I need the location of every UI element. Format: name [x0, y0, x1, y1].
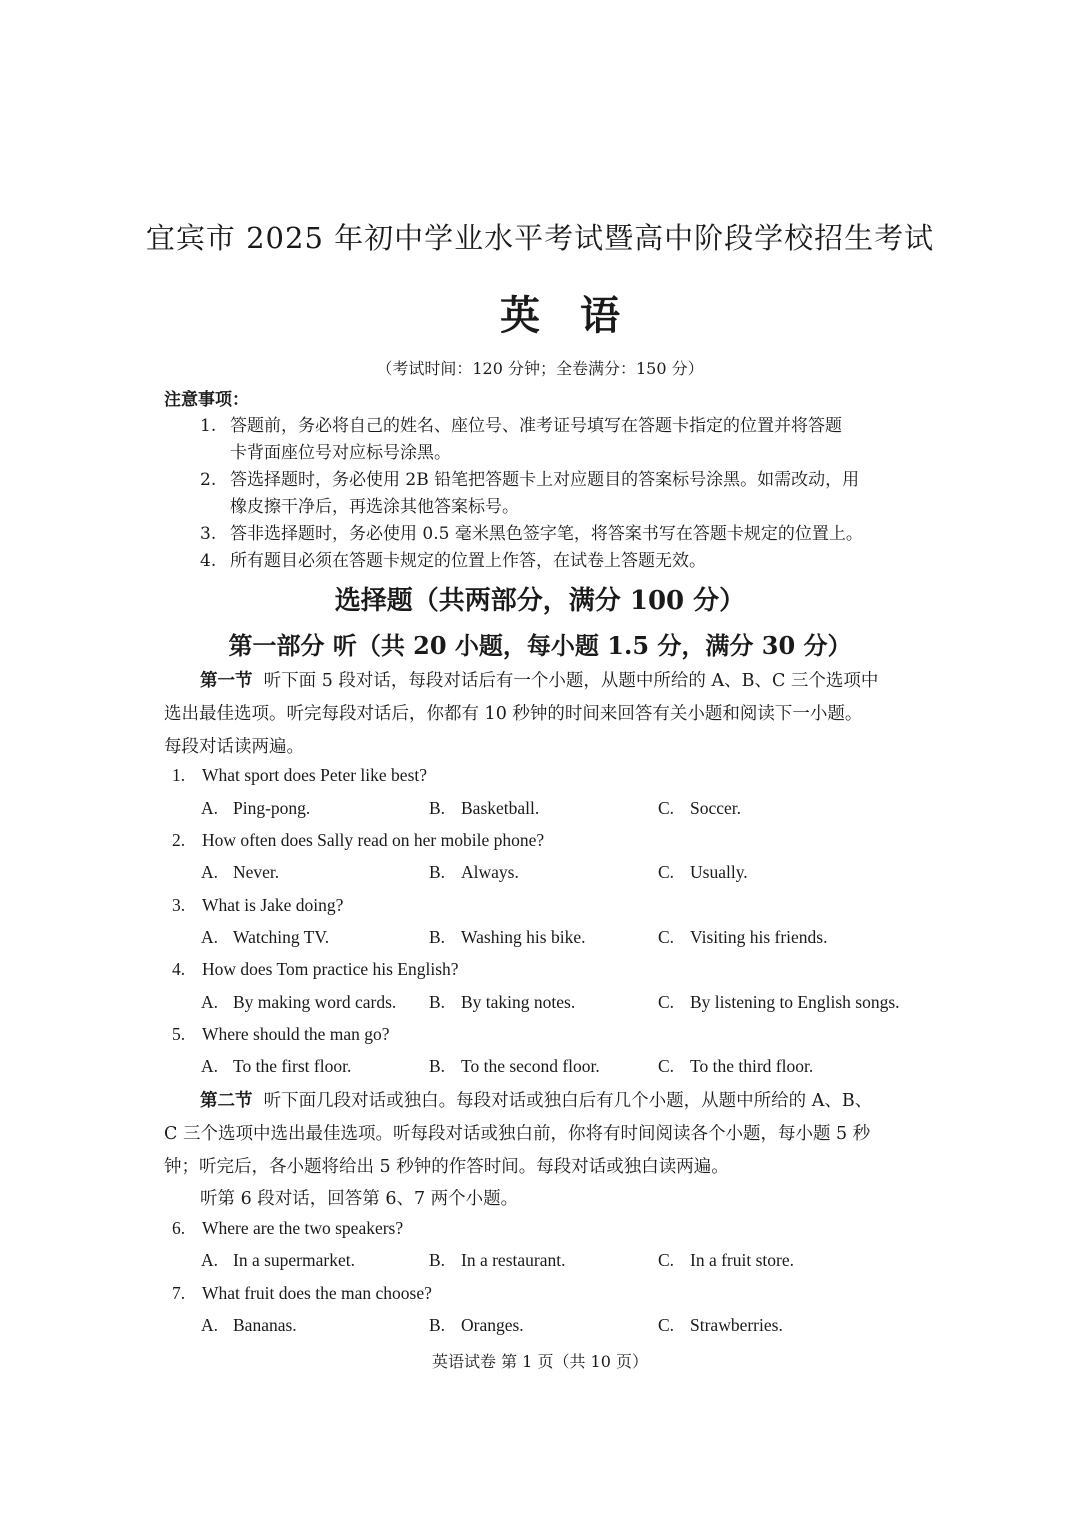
q5-option-b: B. To the second floor. — [429, 1056, 600, 1076]
note-number: 3. — [200, 524, 217, 544]
q3-option-b: B. Washing his bike. — [429, 927, 586, 947]
section2-instruction: 听第 6 段对话，回答第 6、7 两个小题。 — [200, 1189, 519, 1209]
note-number: 1. — [200, 416, 217, 436]
q6-option-a: A. In a supermarket. — [201, 1250, 355, 1270]
q4-option-a: A. By making word cards. — [201, 992, 397, 1012]
notes-heading: 注意事项： — [164, 390, 249, 410]
section2-text: 听下面几段对话或独白。每段对话或独白后有几个小题，从题中所给的 A、B、 — [263, 1091, 873, 1111]
question-number: 4. — [172, 959, 186, 979]
q6-option-b: B. In a restaurant. — [429, 1250, 566, 1270]
note-text: 答选择题时，务必使用 2B 铅笔把答题卡上对应题目的答案标号涂黑。如需改动，用 — [230, 470, 860, 490]
question-text: What fruit does the man choose? — [202, 1283, 432, 1303]
note-number: 2. — [200, 470, 217, 490]
question-5 — [172, 1024, 390, 1045]
question-6 — [172, 1218, 403, 1239]
subject-title: 英语 — [500, 292, 660, 339]
question-text: What is Jake doing? — [202, 895, 344, 915]
q2-option-b: B. Always. — [429, 862, 519, 882]
question-number: 1. — [172, 765, 186, 785]
q6-option-c: C. In a fruit store. — [658, 1250, 794, 1270]
note-2 — [200, 465, 859, 490]
q4-option-b: B. By taking notes. — [429, 992, 576, 1012]
question-text: What sport does Peter like best? — [202, 765, 428, 785]
section2-label: 第二节 — [200, 1091, 253, 1111]
q7-option-b: B. Oranges. — [429, 1315, 524, 1335]
question-text: Where are the two speakers? — [202, 1218, 404, 1238]
section-title: 选择题（共两部分，满分 100 分） — [334, 586, 746, 616]
page-footer: 英语试卷 第 1 页（共 10 页） — [432, 1352, 648, 1371]
note-1-continued: 卡背面座位号对应标号涂黑。 — [230, 443, 451, 463]
section2-line-2: C 三个选项中选出最佳选项。听每段对话或独白前，你将有时间阅读各个小题，每小题 5 秒 — [164, 1124, 871, 1144]
question-number: 7. — [172, 1283, 186, 1303]
question-text: Where should the man go? — [202, 1024, 390, 1044]
section2-line-3: 钟；听完后，各小题将给出 5 秒钟的作答时间。每段对话或独白读两遍。 — [164, 1157, 729, 1177]
q5-option-a: A. To the first floor. — [201, 1056, 352, 1076]
section2-line-1 — [200, 1087, 872, 1112]
question-3 — [172, 895, 343, 916]
question-text: How often does Sally read on her mobile phone? — [202, 830, 545, 850]
note-3 — [200, 519, 863, 544]
q7-option-a: A. Bananas. — [201, 1315, 297, 1335]
note-4 — [200, 546, 706, 571]
q1-option-c: C. Soccer. — [658, 798, 742, 818]
question-7 — [172, 1283, 432, 1304]
note-number: 4. — [200, 551, 217, 571]
section1-line-2: 选出最佳选项。听完每段对话后，你都有 10 秒钟的时间来回答有关小题和阅读下一小题。 — [164, 704, 863, 724]
question-4 — [172, 959, 459, 980]
question-number: 2. — [172, 830, 186, 850]
section1-line-3: 每段对话读两遍。 — [164, 737, 304, 757]
question-number: 6. — [172, 1218, 186, 1238]
note-2-continued: 橡皮擦干净后，再选涂其他答案标号。 — [230, 497, 519, 517]
q2-option-a: A. Never. — [201, 862, 280, 882]
q4-option-c: C. By listening to English songs. — [658, 992, 900, 1012]
section1-text: 听下面 5 段对话，每段对话后有一个小题，从题中所给的 A、B、C 三个选项中 — [263, 671, 879, 691]
section1-line-1 — [200, 667, 878, 692]
question-number: 5. — [172, 1024, 186, 1044]
section1-label: 第一节 — [200, 671, 253, 691]
exam-time-info: （考试时间：120 分钟；全卷满分：150 分） — [376, 359, 704, 378]
note-1 — [200, 411, 842, 436]
part-title: 第一部分 听（共 20 小题，每小题 1.5 分，满分 30 分） — [228, 631, 852, 660]
question-number: 3. — [172, 895, 186, 915]
q1-option-a: A. Ping-pong. — [201, 798, 311, 818]
note-text: 答非选择题时，务必使用 0.5 毫米黑色签字笔，将答案书写在答题卡规定的位置上。 — [230, 524, 863, 544]
note-text: 答题前，务必将自己的姓名、座位号、准考证号填写在答题卡指定的位置并将答题 — [230, 416, 842, 436]
note-text: 所有题目必须在答题卡规定的位置上作答，在试卷上答题无效。 — [230, 551, 706, 571]
question-2 — [172, 830, 544, 851]
q2-option-c: C. Usually. — [658, 862, 748, 882]
q5-option-c: C. To the third floor. — [658, 1056, 814, 1076]
question-text: How does Tom practice his English? — [202, 959, 459, 979]
exam-title: 宜宾市 2025 年初中学业水平考试暨高中阶段学校招生考试 — [145, 221, 935, 255]
question-1 — [172, 765, 427, 786]
q7-option-c: C. Strawberries. — [658, 1315, 783, 1335]
q3-option-a: A. Watching TV. — [201, 927, 330, 947]
q1-option-b: B. Basketball. — [429, 798, 540, 818]
q3-option-c: C. Visiting his friends. — [658, 927, 828, 947]
